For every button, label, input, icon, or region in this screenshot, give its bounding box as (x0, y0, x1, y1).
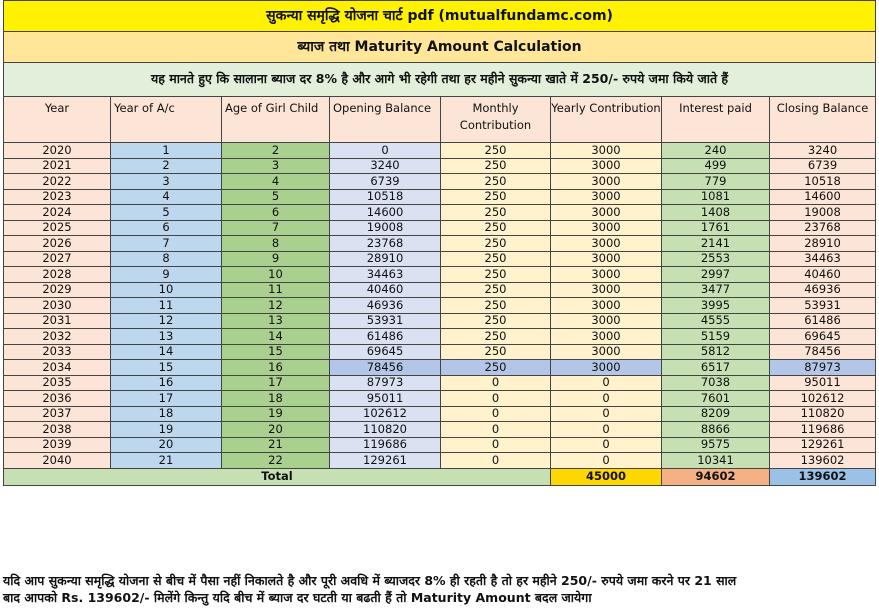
table-row (4, 220, 876, 236)
cell-year: 2032 (4, 329, 111, 345)
cell-closing-balance: 14600 (770, 189, 876, 205)
cell-age: 18 (222, 391, 330, 407)
cell-interest-paid: 1761 (662, 220, 770, 236)
cell-yearly-contribution: 3000 (551, 143, 662, 159)
header-yearly-contribution: Yearly Contribution (551, 97, 662, 143)
cell-yearly-contribution: 0 (551, 422, 662, 438)
table-row (4, 267, 876, 283)
cell-closing-balance: 95011 (770, 375, 876, 391)
cell-age: 4 (222, 174, 330, 190)
cell-year-of-ac: 17 (111, 391, 222, 407)
table-row (4, 251, 876, 267)
cell-opening-balance: 129261 (330, 453, 441, 469)
cell-opening-balance: 19008 (330, 220, 441, 236)
table-row (4, 298, 876, 314)
cell-interest-paid: 2553 (662, 251, 770, 267)
cell-interest-paid: 4555 (662, 313, 770, 329)
cell-monthly-contribution: 250 (441, 267, 551, 283)
cell-closing-balance: 34463 (770, 251, 876, 267)
cell-closing-balance: 129261 (770, 437, 876, 453)
cell-opening-balance: 28910 (330, 251, 441, 267)
total-yearly-contribution: 45000 (551, 468, 662, 485)
cell-closing-balance: 102612 (770, 391, 876, 407)
cell-year: 2034 (4, 360, 111, 376)
table-row (4, 375, 876, 391)
cell-closing-balance: 53931 (770, 298, 876, 314)
cell-interest-paid: 3477 (662, 282, 770, 298)
cell-opening-balance: 23768 (330, 236, 441, 252)
cell-monthly-contribution: 0 (441, 453, 551, 469)
assumption-note: यह मानते हुए कि सालाना ब्याज दर 8% है और आगे भी रहेगी तथा हर महीने सुकन्या खाते में 250/- रुपये जमा किये जाते हैं (4, 63, 876, 97)
cell-yearly-contribution: 3000 (551, 282, 662, 298)
cell-year-of-ac: 12 (111, 313, 222, 329)
table-row (4, 205, 876, 221)
cell-year-of-ac: 1 (111, 143, 222, 159)
header-closing-balance: Closing Balance (770, 97, 876, 143)
chart-title: सुकन्या समृद्धि योजना चार्ट pdf (mutualfundamc.com) (4, 1, 876, 32)
cell-closing-balance: 6739 (770, 158, 876, 174)
table-row (4, 453, 876, 469)
cell-age: 2 (222, 143, 330, 159)
cell-yearly-contribution: 3000 (551, 329, 662, 345)
calculation-table (3, 0, 876, 486)
cell-monthly-contribution: 250 (441, 158, 551, 174)
cell-monthly-contribution: 250 (441, 143, 551, 159)
cell-year-of-ac: 6 (111, 220, 222, 236)
cell-opening-balance: 95011 (330, 391, 441, 407)
cell-opening-balance: 10518 (330, 189, 441, 205)
cell-closing-balance: 139602 (770, 453, 876, 469)
cell-interest-paid: 2997 (662, 267, 770, 283)
cell-yearly-contribution: 3000 (551, 267, 662, 283)
cell-interest-paid: 499 (662, 158, 770, 174)
column-header-row (4, 97, 876, 143)
cell-age: 17 (222, 375, 330, 391)
cell-interest-paid: 7601 (662, 391, 770, 407)
cell-yearly-contribution: 3000 (551, 158, 662, 174)
cell-yearly-contribution: 3000 (551, 236, 662, 252)
cell-year: 2037 (4, 406, 111, 422)
cell-interest-paid: 1408 (662, 205, 770, 221)
cell-interest-paid: 10341 (662, 453, 770, 469)
cell-closing-balance: 119686 (770, 422, 876, 438)
table-row (4, 406, 876, 422)
cell-yearly-contribution: 3000 (551, 174, 662, 190)
cell-interest-paid: 9575 (662, 437, 770, 453)
table-row (4, 344, 876, 360)
footer-line-2: बाद आपको Rs. 139602/- मिलेंगे किन्तु यदि बीच में ब्याज दर घटती या बढती हैं तो Maturity Amount बदल जायेगा (3, 590, 592, 605)
cell-year: 2021 (4, 158, 111, 174)
cell-year-of-ac: 10 (111, 282, 222, 298)
table-row (4, 437, 876, 453)
cell-year: 2020 (4, 143, 111, 159)
cell-age: 3 (222, 158, 330, 174)
cell-age: 16 (222, 360, 330, 376)
cell-year-of-ac: 7 (111, 236, 222, 252)
cell-closing-balance: 23768 (770, 220, 876, 236)
cell-opening-balance: 87973 (330, 375, 441, 391)
cell-year-of-ac: 9 (111, 267, 222, 283)
cell-yearly-contribution: 0 (551, 406, 662, 422)
header-opening-balance: Opening Balance (330, 97, 441, 143)
cell-year-of-ac: 21 (111, 453, 222, 469)
cell-opening-balance: 53931 (330, 313, 441, 329)
cell-closing-balance: 19008 (770, 205, 876, 221)
cell-yearly-contribution: 3000 (551, 344, 662, 360)
cell-year-of-ac: 16 (111, 375, 222, 391)
cell-monthly-contribution: 250 (441, 329, 551, 345)
cell-age: 20 (222, 422, 330, 438)
cell-yearly-contribution: 3000 (551, 251, 662, 267)
cell-monthly-contribution: 250 (441, 189, 551, 205)
cell-monthly-contribution: 250 (441, 360, 551, 376)
cell-interest-paid: 240 (662, 143, 770, 159)
cell-closing-balance: 69645 (770, 329, 876, 345)
cell-year-of-ac: 2 (111, 158, 222, 174)
cell-yearly-contribution: 0 (551, 391, 662, 407)
cell-year-of-ac: 13 (111, 329, 222, 345)
cell-age: 19 (222, 406, 330, 422)
cell-year-of-ac: 18 (111, 406, 222, 422)
cell-monthly-contribution: 250 (441, 174, 551, 190)
cell-year: 2039 (4, 437, 111, 453)
table-row (4, 329, 876, 345)
cell-age: 5 (222, 189, 330, 205)
cell-interest-paid: 1081 (662, 189, 770, 205)
cell-closing-balance: 78456 (770, 344, 876, 360)
table-row (4, 143, 876, 159)
cell-age: 15 (222, 344, 330, 360)
cell-yearly-contribution: 3000 (551, 360, 662, 376)
cell-year: 2024 (4, 205, 111, 221)
cell-interest-paid: 6517 (662, 360, 770, 376)
cell-yearly-contribution: 3000 (551, 313, 662, 329)
cell-age: 14 (222, 329, 330, 345)
cell-monthly-contribution: 250 (441, 298, 551, 314)
cell-opening-balance: 46936 (330, 298, 441, 314)
footer-line-1: यदि आप सुकन्या समृद्धि योजना से बीच में पैसा नहीं निकालते है और पूरी अवधि में ब्याजदर 8% ही रहती है तो हर महीने 250/- रुपये जमा करने पर 21 साल (3, 573, 737, 588)
cell-opening-balance: 102612 (330, 406, 441, 422)
cell-yearly-contribution: 0 (551, 437, 662, 453)
cell-age: 22 (222, 453, 330, 469)
cell-monthly-contribution: 250 (441, 220, 551, 236)
header-interest-paid: Interest paid (662, 97, 770, 143)
cell-age: 13 (222, 313, 330, 329)
cell-year: 2033 (4, 344, 111, 360)
cell-opening-balance: 14600 (330, 205, 441, 221)
cell-yearly-contribution: 0 (551, 375, 662, 391)
cell-monthly-contribution: 250 (441, 313, 551, 329)
cell-yearly-contribution: 0 (551, 453, 662, 469)
table-row (4, 391, 876, 407)
cell-opening-balance: 69645 (330, 344, 441, 360)
cell-closing-balance: 110820 (770, 406, 876, 422)
cell-age: 6 (222, 205, 330, 221)
cell-age: 11 (222, 282, 330, 298)
cell-monthly-contribution: 250 (441, 236, 551, 252)
cell-year: 2031 (4, 313, 111, 329)
cell-monthly-contribution: 250 (441, 344, 551, 360)
cell-monthly-contribution: 0 (441, 406, 551, 422)
cell-age: 21 (222, 437, 330, 453)
cell-opening-balance: 3240 (330, 158, 441, 174)
header-year-of-ac: Year of A/c (111, 97, 222, 143)
cell-year-of-ac: 3 (111, 174, 222, 190)
cell-closing-balance: 10518 (770, 174, 876, 190)
table-body (4, 143, 876, 469)
table-row (4, 189, 876, 205)
cell-year: 2029 (4, 282, 111, 298)
cell-monthly-contribution: 0 (441, 375, 551, 391)
table-row (4, 313, 876, 329)
cell-age: 10 (222, 267, 330, 283)
cell-closing-balance: 61486 (770, 313, 876, 329)
header-year: Year (4, 97, 111, 143)
cell-year-of-ac: 14 (111, 344, 222, 360)
total-label: Total (4, 468, 551, 485)
header-age-of-girl-child: Age of Girl Child (222, 97, 330, 143)
cell-closing-balance: 3240 (770, 143, 876, 159)
cell-year: 2030 (4, 298, 111, 314)
cell-closing-balance: 28910 (770, 236, 876, 252)
cell-interest-paid: 2141 (662, 236, 770, 252)
cell-year-of-ac: 11 (111, 298, 222, 314)
cell-monthly-contribution: 0 (441, 437, 551, 453)
total-closing-balance: 139602 (770, 468, 876, 485)
cell-age: 12 (222, 298, 330, 314)
cell-year: 2022 (4, 174, 111, 190)
table-row (4, 174, 876, 190)
chart-subtitle: ब्याज तथा Maturity Amount Calculation (4, 32, 876, 63)
cell-opening-balance: 0 (330, 143, 441, 159)
subtitle-row (4, 32, 876, 63)
cell-interest-paid: 779 (662, 174, 770, 190)
cell-year-of-ac: 8 (111, 251, 222, 267)
cell-opening-balance: 61486 (330, 329, 441, 345)
cell-interest-paid: 5159 (662, 329, 770, 345)
total-interest-paid: 94602 (662, 468, 770, 485)
cell-interest-paid: 3995 (662, 298, 770, 314)
cell-yearly-contribution: 3000 (551, 298, 662, 314)
cell-closing-balance: 46936 (770, 282, 876, 298)
table-row (4, 236, 876, 252)
total-row (4, 468, 876, 485)
cell-opening-balance: 110820 (330, 422, 441, 438)
header-monthly-contribution: Monthly Contribution (441, 97, 551, 143)
cell-closing-balance: 87973 (770, 360, 876, 376)
cell-opening-balance: 119686 (330, 437, 441, 453)
cell-monthly-contribution: 250 (441, 251, 551, 267)
cell-opening-balance: 78456 (330, 360, 441, 376)
cell-interest-paid: 7038 (662, 375, 770, 391)
table-row (4, 158, 876, 174)
footer-note (3, 572, 875, 606)
cell-interest-paid: 5812 (662, 344, 770, 360)
cell-year: 2028 (4, 267, 111, 283)
cell-opening-balance: 40460 (330, 282, 441, 298)
cell-year-of-ac: 4 (111, 189, 222, 205)
cell-interest-paid: 8866 (662, 422, 770, 438)
cell-year-of-ac: 20 (111, 437, 222, 453)
cell-yearly-contribution: 3000 (551, 189, 662, 205)
cell-year-of-ac: 15 (111, 360, 222, 376)
cell-monthly-contribution: 250 (441, 282, 551, 298)
cell-year: 2025 (4, 220, 111, 236)
cell-age: 8 (222, 236, 330, 252)
table-row (4, 422, 876, 438)
title-row (4, 1, 876, 32)
table-row (4, 360, 876, 376)
cell-interest-paid: 8209 (662, 406, 770, 422)
cell-year: 2040 (4, 453, 111, 469)
cell-year: 2035 (4, 375, 111, 391)
assumption-row (4, 63, 876, 97)
cell-age: 7 (222, 220, 330, 236)
cell-age: 9 (222, 251, 330, 267)
cell-year: 2026 (4, 236, 111, 252)
cell-yearly-contribution: 3000 (551, 205, 662, 221)
cell-opening-balance: 6739 (330, 174, 441, 190)
cell-year: 2038 (4, 422, 111, 438)
cell-monthly-contribution: 250 (441, 205, 551, 221)
cell-yearly-contribution: 3000 (551, 220, 662, 236)
cell-monthly-contribution: 0 (441, 422, 551, 438)
cell-monthly-contribution: 0 (441, 391, 551, 407)
cell-opening-balance: 34463 (330, 267, 441, 283)
cell-year-of-ac: 19 (111, 422, 222, 438)
cell-year-of-ac: 5 (111, 205, 222, 221)
cell-year: 2027 (4, 251, 111, 267)
cell-year: 2023 (4, 189, 111, 205)
cell-year: 2036 (4, 391, 111, 407)
cell-closing-balance: 40460 (770, 267, 876, 283)
table-row (4, 282, 876, 298)
